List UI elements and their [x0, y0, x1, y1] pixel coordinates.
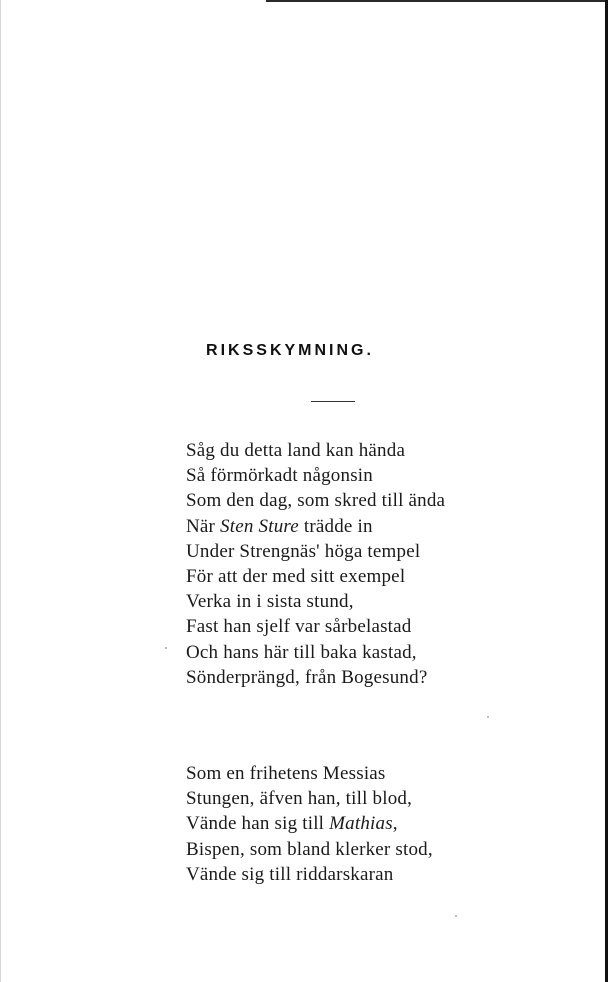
paper-speck — [165, 647, 167, 649]
verse-line: Som en frihetens Messias — [186, 763, 386, 784]
verse-line: Så förmörkadt någonsin — [186, 465, 373, 487]
poem-title: RIKSSKYMNING. — [206, 342, 374, 359]
verse-line: Verka in i sista stund, — [186, 591, 354, 613]
verse-line: Stungen, äfven han, till blod, — [186, 788, 413, 810]
stanza-2 — [186, 761, 433, 887]
verse-line: Fast han sjelf var sårbelastad — [186, 616, 412, 638]
verse-text: trädde in — [298, 515, 373, 537]
verse-text: Vände han sig till — [186, 813, 330, 835]
verse-line: Bispen, som bland klerker stod, — [186, 838, 433, 860]
verse-line — [186, 811, 433, 836]
verse-line: Och hans här till baka kastad, — [186, 641, 417, 663]
verse-line: Vände sig till riddarskaran — [186, 863, 394, 885]
italic-name: Sten Sture — [220, 515, 299, 537]
verse-text: När — [186, 515, 221, 537]
title-divider — [311, 401, 355, 402]
top-border-rule — [266, 0, 608, 2]
italic-name: Mathias, — [329, 813, 398, 835]
paper-speck — [487, 716, 489, 718]
verse-line: Såg du detta land kan hända — [186, 440, 406, 461]
verse-line: Sönderprängd, från Bogesund? — [186, 666, 428, 688]
verse-line: Som den dag, som skred till ända — [186, 490, 446, 512]
verse-line — [186, 514, 445, 539]
verse-line: Under Strengnäs' höga tempel — [186, 540, 421, 562]
page-left-edge — [0, 0, 1, 982]
stanza-1 — [186, 438, 445, 690]
verse-line: För att der med sitt exempel — [186, 565, 406, 587]
paper-speck — [455, 915, 457, 917]
